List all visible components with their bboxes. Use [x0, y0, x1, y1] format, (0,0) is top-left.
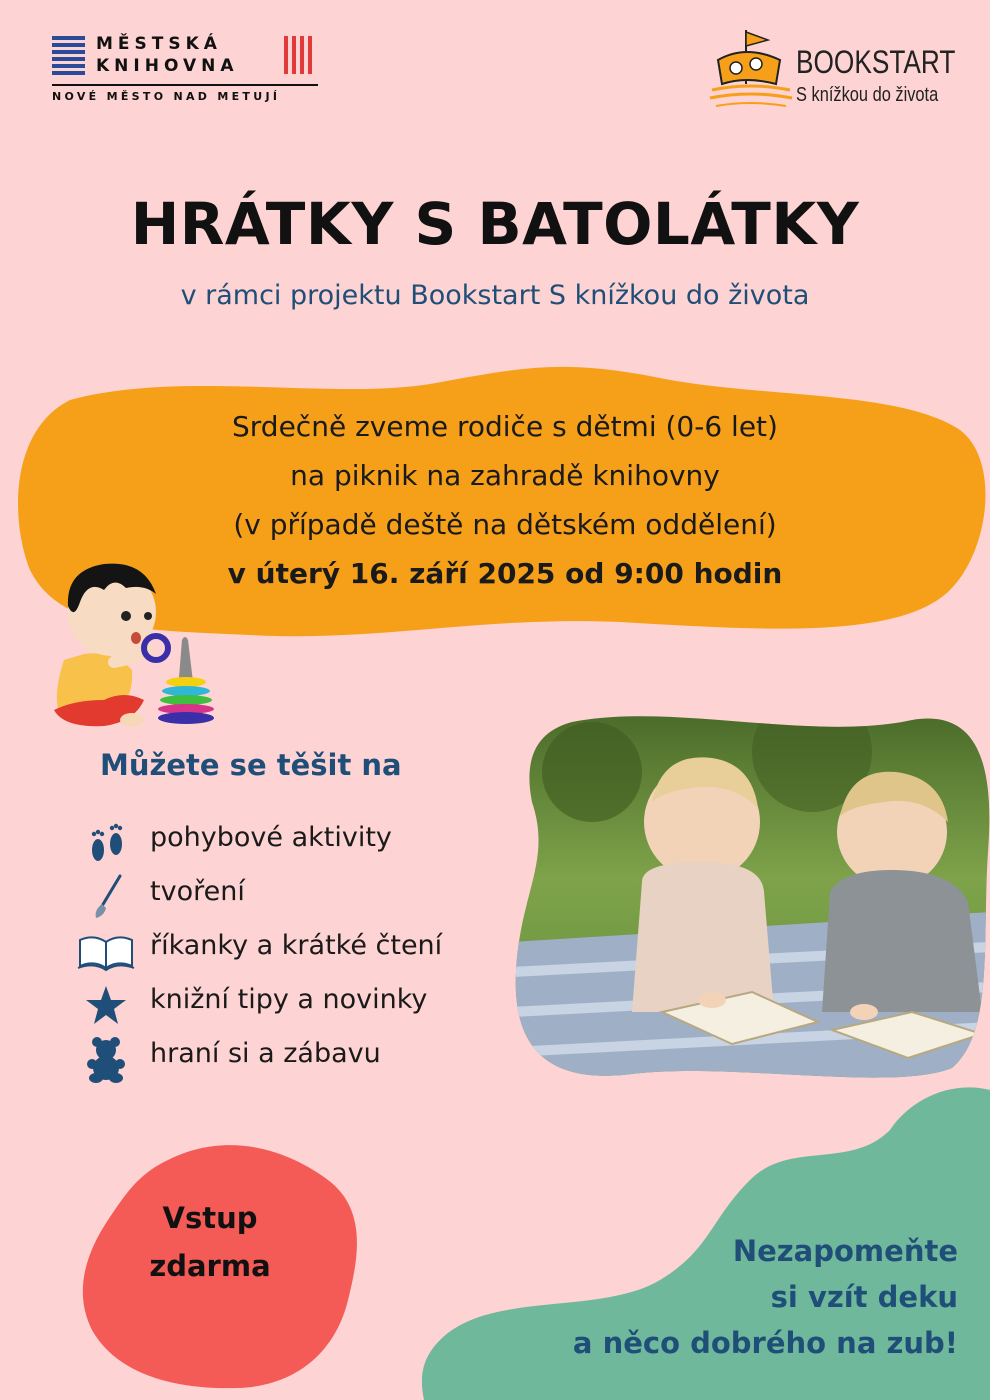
offer-item-book-tips — [76, 980, 516, 1030]
reminder-line2: si vzít deku — [770, 1280, 958, 1314]
free-entry-line2: zdarma — [149, 1249, 271, 1283]
invitation-date: v úterý 16. září 2025 od 9:00 hodin — [227, 557, 783, 590]
bookstart-ship-icon — [706, 24, 794, 120]
library-stripes-icon — [52, 36, 85, 78]
reminder-text — [480, 1228, 958, 1366]
bookstart-logo — [706, 24, 956, 120]
library-logo — [52, 34, 322, 114]
page-title: HRÁTKY S BATOLÁTKY — [130, 190, 860, 258]
offer-item-movement — [76, 818, 516, 868]
library-name-line2: KNIHOVNA — [96, 56, 239, 76]
star-icon — [76, 980, 136, 1030]
offer-item-label: říkanky a krátké čtení — [150, 930, 443, 961]
paintbrush-icon — [76, 872, 136, 922]
page-subtitle: v rámci projektu Bookstart S knížkou do života — [180, 280, 810, 311]
offer-item-crafts — [76, 872, 516, 922]
invitation-text — [110, 402, 900, 598]
free-entry-line1: Vstup — [162, 1201, 258, 1235]
bookstart-title: BOOKSTART — [796, 44, 956, 80]
teddy-bear-icon — [76, 1034, 136, 1084]
invitation-line3: (v případě deště na dětském oddělení) — [233, 508, 777, 541]
bookstart-subtitle: S knížkou do života — [796, 84, 939, 106]
offer-item-reading — [76, 926, 516, 976]
boy-with-ring-toy-illustration — [44, 550, 224, 740]
open-book-icon — [76, 926, 136, 976]
invitation-line1: Srdečně zveme rodiče s dětmi (0-6 let) — [232, 410, 778, 443]
invitation-line2: na piknik na zahradě knihovny — [290, 459, 720, 492]
toddlers-reading-photo — [512, 712, 990, 1082]
library-city: NOVÉ MĚSTO NAD METUJÍ — [52, 90, 281, 103]
offer-item-label: pohybové aktivity — [150, 822, 392, 853]
footprints-icon — [76, 818, 136, 868]
offer-heading: Můžete se těšit na — [100, 748, 402, 782]
offer-item-label: knižní tipy a novinky — [150, 984, 428, 1015]
library-red-bars-icon — [284, 36, 316, 78]
library-name-line1: MĚSTSKÁ — [96, 34, 222, 54]
free-entry-text — [100, 1194, 320, 1290]
offer-item-label: hraní si a zábavu — [150, 1038, 381, 1069]
reminder-line1: Nezapomeňte — [732, 1234, 958, 1268]
reminder-line3: a něco dobrého na zub! — [572, 1326, 958, 1360]
offer-item-play — [76, 1034, 516, 1084]
library-rule — [52, 84, 318, 86]
offer-item-label: tvoření — [150, 876, 245, 907]
